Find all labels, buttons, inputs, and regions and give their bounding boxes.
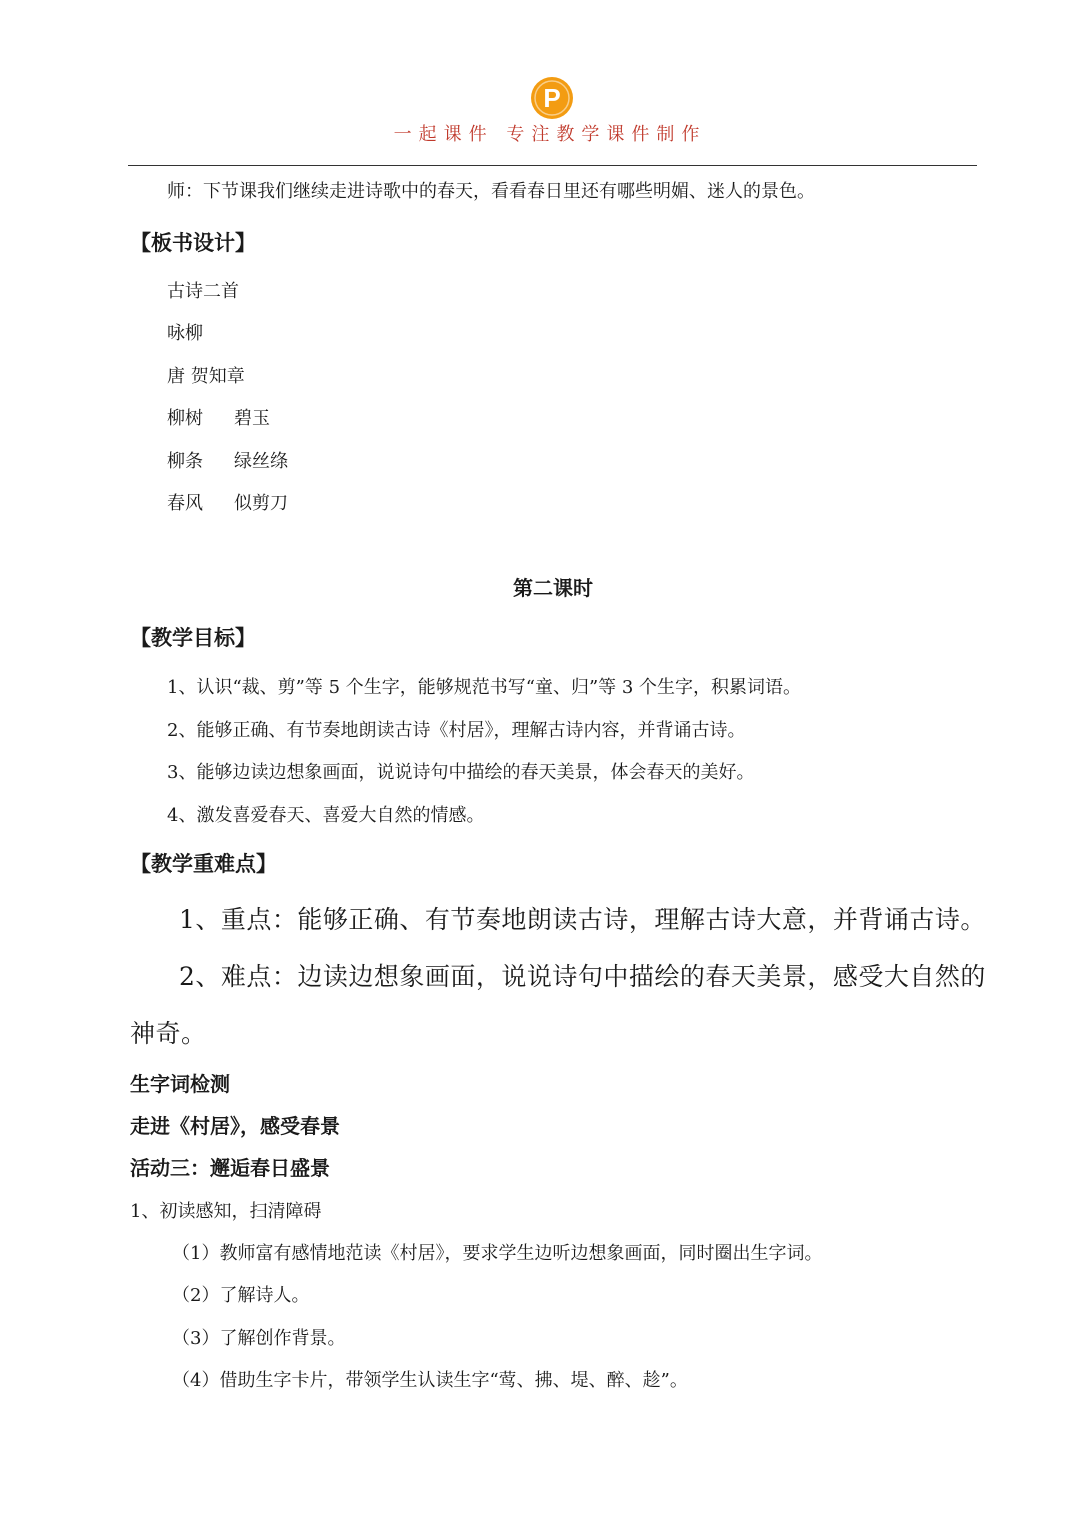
step-item: （4）借助生字卡片，带领学生认读生字“莺、拂、堤、醉、趁”。: [172, 1370, 688, 1391]
goal-item: 2、能够正确、有节奏地朗读古诗《村居》，理解古诗内容，并背诵古诗。: [167, 720, 746, 741]
step-item: （2）了解诗人。: [172, 1285, 310, 1306]
section-activity-3: 活动三：邂逅春日盛景: [130, 1156, 330, 1180]
key-points-heading: 【教学重难点】: [130, 851, 277, 876]
key-point-1: 1、重点：能够正确、有节奏地朗读古诗，理解古诗大意，并背诵古诗。: [179, 905, 986, 934]
lesson-title: 第二课时: [513, 576, 593, 600]
svg-text:P: P: [543, 83, 561, 113]
goals-heading: 【教学目标】: [130, 625, 256, 650]
board-pair-a: 柳条: [167, 451, 203, 472]
board-poem: 咏柳: [167, 323, 203, 344]
key-point-2-cont: 神奇。: [130, 1019, 207, 1048]
board-pair-b: 似剪刀: [234, 493, 288, 514]
board-author: 唐 贺知章: [167, 366, 245, 387]
step-item: （3）了解创作背景。: [172, 1328, 346, 1349]
board-design-heading: 【板书设计】: [130, 230, 256, 255]
board-pair-b: 绿丝绦: [234, 451, 288, 472]
key-point-2: 2、难点：边读边想象画面，说说诗句中描绘的春天美景，感受大自然的: [179, 962, 986, 991]
section-vocab-check: 生字词检测: [130, 1072, 230, 1096]
goal-item: 4、激发喜爱春天、喜爱大自然的情感。: [167, 805, 485, 826]
board-pair-b: 碧玉: [234, 408, 270, 429]
header-divider: [128, 165, 977, 166]
intro-line: 师：下节课我们继续走进诗歌中的春天，看看春日里还有哪些明媚、迷人的景色。: [167, 181, 815, 202]
goal-item: 1、认识“裁、剪”等 5 个生字，能够规范书写“童、归”等 3 个生字，积累词语。: [167, 677, 802, 698]
step-1: 1、初读感知，扫清障碍: [130, 1201, 322, 1222]
brand-tagline: 一起课件 专注教学课件制作: [393, 124, 707, 145]
step-item: （1）教师富有感情地范读《村居》，要求学生边听边想象画面，同时圈出生字词。: [172, 1243, 823, 1264]
board-title: 古诗二首: [167, 281, 239, 302]
section-enter-poem: 走进《村居》，感受春景: [130, 1114, 340, 1138]
logo-icon: [530, 76, 574, 120]
board-pair-a: 春风: [167, 493, 203, 514]
board-pair-a: 柳树: [167, 408, 203, 429]
goal-item: 3、能够边读边想象画面，说说诗句中描绘的春天美景，体会春天的美好。: [167, 762, 755, 783]
